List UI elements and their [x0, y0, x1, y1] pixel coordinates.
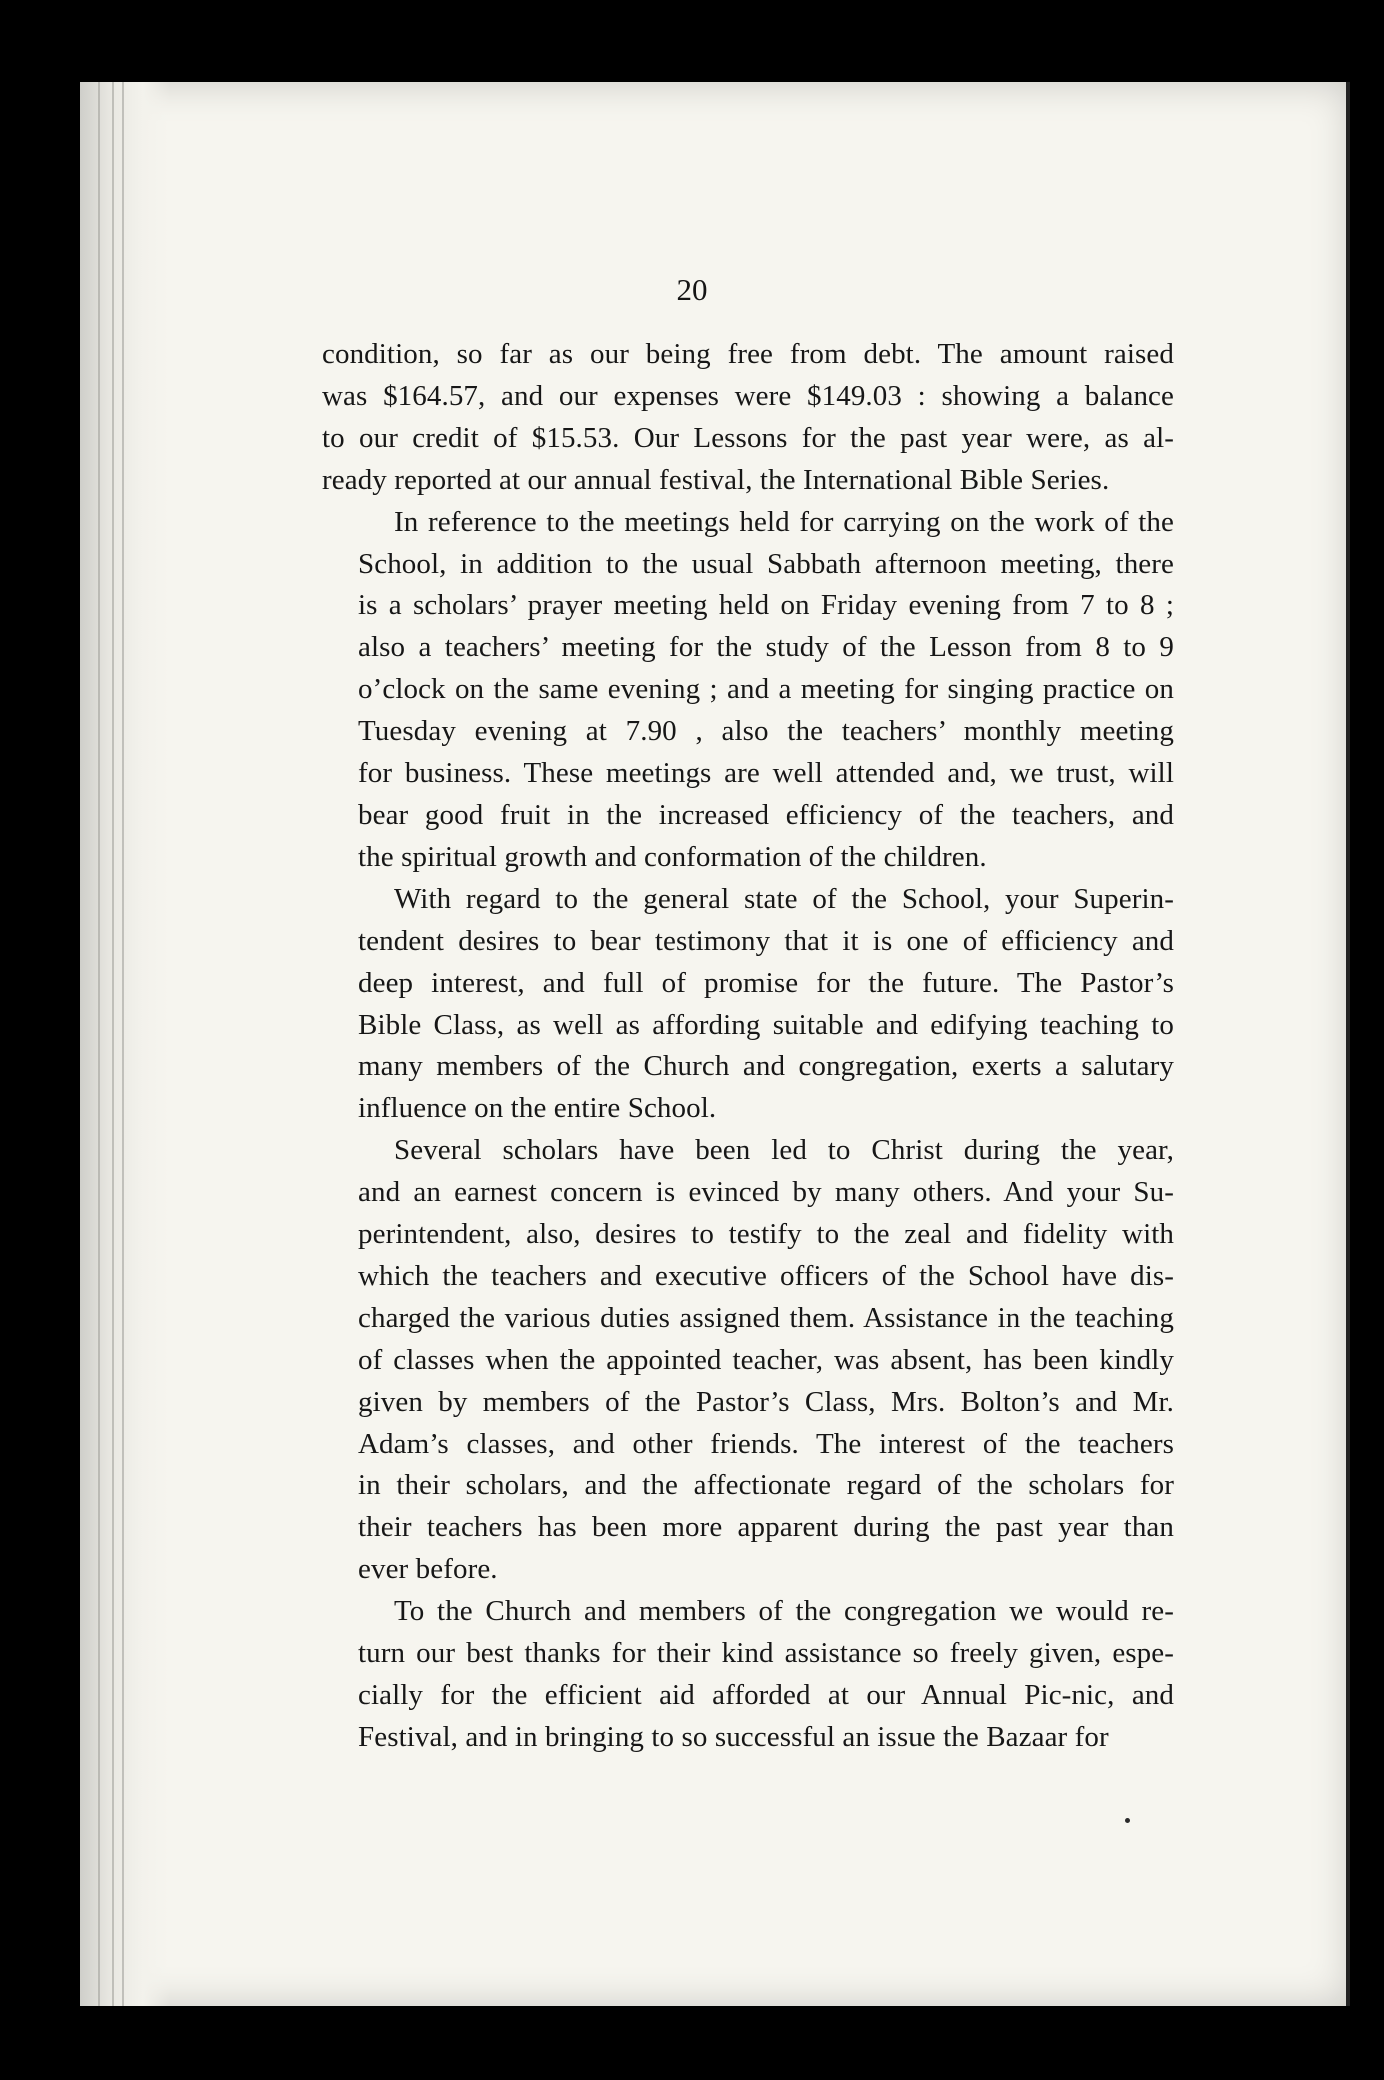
- text-line: bear good fruit in the increased efficiency of the teachers, and: [358, 798, 1174, 831]
- text-line: Festival, and in bringing to so successful an issue the Bazaar for: [358, 1720, 1109, 1753]
- gutter-line: [98, 82, 100, 2006]
- text-line: their teachers has been more apparent during the past year than: [358, 1511, 1174, 1544]
- text-line: School, in addition to the usual Sabbath afternoon meeting, there: [358, 547, 1174, 580]
- text-line: influence on the entire School.: [358, 1092, 717, 1125]
- text-line: in their scholars, and the affectionate regard of the scholars for: [358, 1469, 1174, 1502]
- text-line: Several scholars have been led to Christ during the year,: [394, 1134, 1174, 1167]
- text-line: cially for the efficient aid afforded at our Annual Pic-nic, and: [358, 1679, 1174, 1711]
- text-line: o’clock on the same evening ; and a meeting for singing practice on: [358, 673, 1174, 706]
- text-line: many members of the Church and congregation, exerts a salutary: [358, 1050, 1174, 1083]
- text-line: To the Church and members of the congregation we would re-: [394, 1595, 1174, 1628]
- text-line: which the teachers and executive officers of the School have dis-: [358, 1259, 1174, 1292]
- text-line: given by members of the Pastor’s Class, Mrs. Bolton’s and Mr.: [358, 1385, 1174, 1418]
- paragraph: [322, 502, 1174, 879]
- body-text: [322, 334, 1174, 1759]
- page-gutter-shadow: [80, 82, 170, 2006]
- text-line: and an earnest concern is evinced by many others. And your Su-: [358, 1176, 1174, 1209]
- text-line: Adam’s classes, and other friends. The interest of the teachers: [358, 1427, 1174, 1460]
- text-line: is a scholars’ prayer meeting held on Friday evening from 7 to 8 ;: [358, 589, 1174, 622]
- text-line: of classes when the appointed teacher, was absent, has been kindly: [358, 1343, 1174, 1376]
- text-line: tendent desires to bear testimony that it is one of efficiency and: [358, 924, 1174, 957]
- paragraph: [322, 334, 1174, 502]
- text-line: ready reported at our annual festival, the International Bible Series.: [322, 463, 1110, 496]
- gutter-line: [122, 82, 124, 2006]
- gutter-line: [112, 82, 114, 2006]
- text-line: for business. These meetings are well attended and, we trust, will: [358, 757, 1174, 790]
- text-line: was $164.57, and our expenses were $149.03 : showing a balance: [322, 379, 1174, 412]
- text-line: to our credit of $15.53. Our Lessons for the past year were, as al-: [322, 421, 1174, 454]
- text-line: charged the various duties assigned them. Assistance in the teaching: [358, 1301, 1174, 1334]
- paragraph: [322, 879, 1174, 1130]
- text-line: Tuesday evening at 7.90 , also the teachers’ monthly meeting: [358, 715, 1174, 748]
- text-line: With regard to the general state of the School, your Superin-: [394, 882, 1174, 915]
- text-line: Bible Class, as well as affording suitable and edifying teaching to: [358, 1008, 1174, 1041]
- text-line: also a teachers’ meeting for the study of the Lesson from 8 to 9: [358, 631, 1174, 664]
- text-line: deep interest, and full of promise for the future. The Pastor’s: [358, 966, 1174, 999]
- paragraph: [322, 1130, 1174, 1591]
- text-line: perintendent, also, desires to testify to the zeal and fidelity with: [358, 1218, 1174, 1251]
- text-line: turn our best thanks for their kind assistance so freely given, espe-: [358, 1637, 1174, 1670]
- text-line: condition, so far as our being free from debt. The amount raised: [322, 338, 1174, 370]
- ink-speck: [1125, 1818, 1130, 1823]
- text-line: ever before.: [358, 1553, 498, 1586]
- page-right-edge: [1346, 82, 1350, 2006]
- page-number: 20: [676, 272, 708, 307]
- text-line: In reference to the meetings held for carrying on the work of the: [394, 505, 1174, 538]
- text-line: the spiritual growth and conformation of the children.: [358, 840, 987, 873]
- paragraph: [322, 1591, 1174, 1759]
